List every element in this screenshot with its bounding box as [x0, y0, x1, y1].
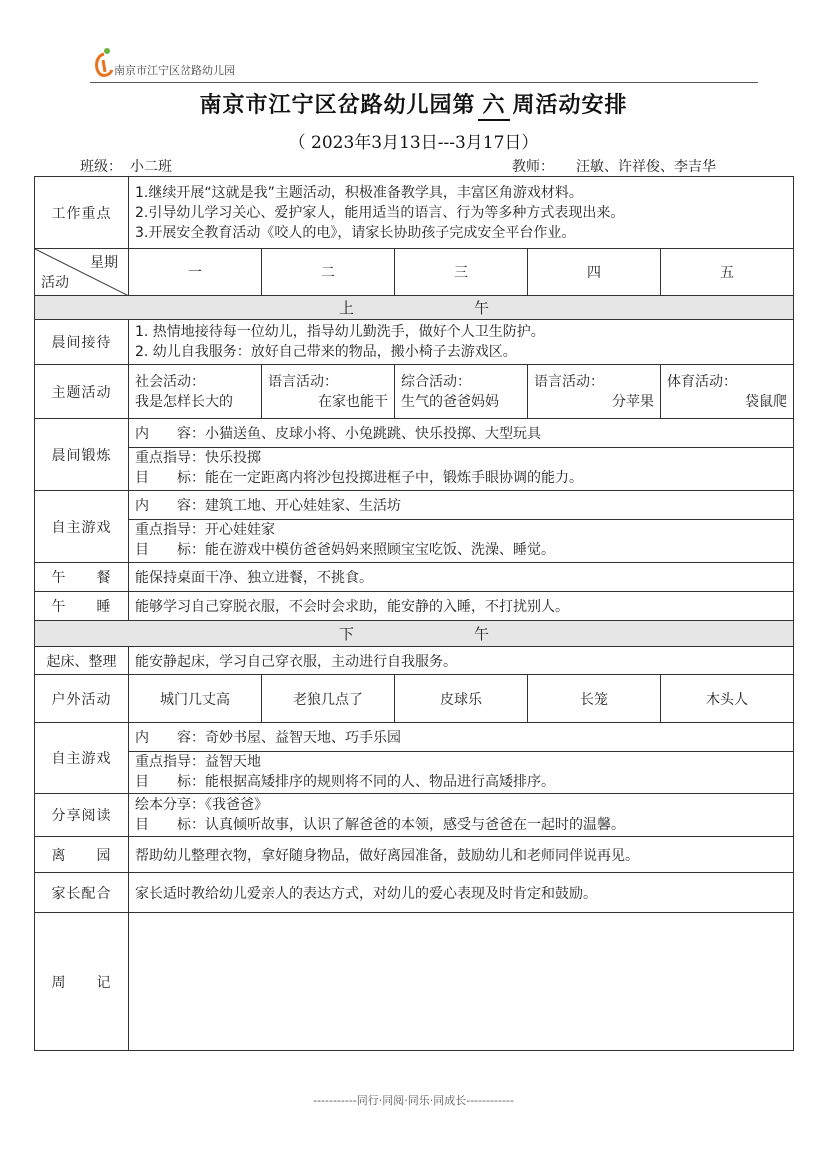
free-play-am-content	[129, 491, 794, 563]
exercise-guidance	[129, 447, 793, 488]
free-play-am-goal: 目 标：能在游戏中模仿爸爸妈妈来照顾宝宝吃饭、洗澡、睡觉。	[135, 542, 555, 558]
reading-book: 绘本分享：《我爸爸》	[135, 797, 268, 813]
outdoor-mon: 城门几丈高	[129, 675, 262, 723]
nap-label: 午 睡	[35, 592, 129, 621]
weekly-note-row	[35, 913, 794, 1051]
afternoon-section-row	[35, 621, 794, 647]
theme-type: 社会活动：	[135, 373, 205, 390]
exercise-row	[35, 419, 794, 491]
weekly-note-content	[129, 913, 794, 1051]
morning-section-left: 上	[338, 299, 354, 317]
theme-type: 综合活动：	[401, 373, 471, 390]
parents-label: 家长配合	[35, 873, 129, 913]
theme-name: 分苹果	[612, 393, 654, 410]
free-play-pm-label: 自主游戏	[35, 723, 129, 794]
page-footer: -----------同行·同阅·同乐·同成长------------	[313, 1094, 514, 1107]
focus-content	[129, 177, 794, 249]
exercise-focus: 重点指导：快乐投掷	[135, 450, 261, 466]
corner-activity-label: 活动	[41, 275, 69, 291]
free-play-am-label: 自主游戏	[35, 491, 129, 563]
reception-item: 2. 幼儿自我服务：放好自己带来的物品，搬小椅子去游戏区。	[135, 344, 517, 360]
theme-name: 袋鼠爬	[745, 393, 788, 410]
weekday-fri: 五	[661, 249, 794, 296]
focus-item: 3.开展安全教育活动《咬人的电》，请家长协助孩子完成安全平台作业。	[135, 224, 576, 241]
outdoor-label: 户外活动	[35, 675, 129, 723]
leaving-row	[35, 837, 794, 873]
theme-name: 生气的爸爸妈妈	[401, 393, 499, 410]
class-value: 小二班	[130, 156, 210, 177]
theme-row	[35, 365, 794, 419]
weekday-thu: 四	[528, 249, 661, 296]
focus-row	[35, 177, 794, 249]
theme-type: 体育活动：	[667, 373, 737, 390]
reception-item: 1. 热情地接待每一位幼儿，指导幼儿勤洗手，做好个人卫生防护。	[135, 324, 545, 340]
focus-item: 2.引导幼儿学习关心、爱护家人，能用适当的语言、行为等多种方式表现出来。	[135, 204, 625, 221]
free-play-am-row	[35, 491, 794, 563]
reading-label: 分享阅读	[35, 794, 129, 837]
page-header	[90, 42, 758, 86]
kindergarten-logo-icon	[90, 46, 116, 78]
outdoor-thu: 长笼	[528, 675, 661, 723]
free-play-am-focus: 重点指导：开心娃娃家	[135, 522, 275, 538]
weekday-activity-corner	[35, 249, 129, 296]
weekly-schedule-table	[34, 176, 794, 1051]
theme-tue	[262, 365, 395, 419]
morning-section-band	[35, 296, 794, 320]
theme-name: 我是怎样长大的	[135, 393, 233, 410]
weekday-mon: 一	[129, 249, 262, 296]
date-range: （ 2023年3月13日---3月17日）	[288, 133, 539, 153]
weekday-tue: 二	[262, 249, 395, 296]
free-play-am-areas: 内 容：建筑工地、开心娃娃家、生活坊	[135, 498, 401, 514]
exercise-label: 晨间锻炼	[35, 419, 129, 491]
theme-fri	[661, 365, 794, 419]
exercise-content	[129, 419, 794, 491]
header-logo-text: 南京市江宁区岔路幼儿园	[114, 64, 235, 77]
lunch-row	[35, 563, 794, 592]
lunch-text: 能保持桌面干净、独立进餐，不挑食。	[129, 563, 794, 592]
outdoor-tue: 老狼几点了	[262, 675, 395, 723]
theme-label: 主题活动	[35, 365, 129, 419]
parents-text: 家长适时教给幼儿爱亲人的表达方式，对幼儿的爱心表现及时肯定和鼓励。	[129, 873, 794, 913]
nap-row	[35, 592, 794, 621]
free-play-am-guidance	[129, 519, 793, 560]
free-play-pm-areas: 内 容：奇妙书屋、益智天地、巧手乐园	[135, 729, 401, 746]
reception-row	[35, 320, 794, 365]
afternoon-section-right: 午	[474, 625, 490, 643]
afternoon-section-left: 下	[338, 625, 354, 643]
title-prefix: 南京市江宁区岔路幼儿园第	[199, 93, 476, 118]
reading-goal: 目 标：认真倾听故事，认识了解爸爸的本领，感受与爸爸在一起时的温馨。	[135, 817, 625, 833]
free-play-pm-goal: 目 标：能根据高矮排序的规则将不同的人、物品进行高矮排序。	[135, 773, 555, 790]
teacher-label: 教师：	[512, 159, 554, 175]
wakeup-label: 起床、整理	[35, 647, 129, 675]
exercise-goal: 目 标：能在一定距离内将沙包投掷进框子中，锻炼手眼协调的能力。	[135, 470, 583, 486]
outdoor-row	[35, 675, 794, 723]
theme-wed	[395, 365, 528, 419]
reception-content	[129, 320, 794, 365]
class-label: 班级：	[80, 159, 122, 175]
lunch-label: 午 餐	[35, 563, 129, 592]
theme-type: 语言活动：	[268, 373, 338, 390]
outdoor-fri: 木头人	[661, 675, 794, 723]
theme-name: 在家也能干	[318, 393, 388, 410]
morning-section-row	[35, 296, 794, 320]
weekday-wed: 三	[395, 249, 528, 296]
leaving-label: 离 园	[35, 837, 129, 873]
focus-label: 工作重点	[35, 177, 129, 249]
afternoon-section-band	[35, 621, 794, 647]
theme-type: 语言活动：	[534, 373, 604, 390]
reading-row	[35, 794, 794, 837]
teacher-info	[512, 156, 722, 177]
focus-item: 1.继续开展“这就是我”主题活动，积极准备教学具，丰富区角游戏材料。	[135, 184, 583, 201]
morning-section-right: 午	[474, 299, 490, 317]
theme-thu	[528, 365, 661, 419]
parents-row	[35, 873, 794, 913]
leaving-text: 帮助幼儿整理衣物，拿好随身物品，做好离园准备，鼓励幼儿和老师同伴说再见。	[129, 837, 794, 873]
reading-content	[129, 794, 794, 837]
nap-text: 能够学习自己穿脱衣服，不会时会求助，能安静的入睡，不打扰别人。	[129, 592, 794, 621]
exercise-activities: 内 容：小猫送鱼、皮球小将、小兔跳跳、快乐投掷、大型玩具	[135, 426, 541, 442]
weekly-note-label: 周 记	[35, 913, 129, 1051]
week-number: 六	[478, 88, 509, 121]
reception-label: 晨间接待	[35, 320, 129, 365]
title-suffix: 周活动安排	[512, 93, 628, 118]
theme-mon	[129, 365, 262, 419]
wakeup-row	[35, 647, 794, 675]
page-title	[0, 88, 827, 121]
class-info	[80, 156, 210, 177]
free-play-pm-guidance	[129, 751, 793, 792]
outdoor-wed: 皮球乐	[395, 675, 528, 723]
free-play-pm-focus: 重点指导：益智天地	[135, 753, 261, 770]
free-play-pm-row	[35, 723, 794, 794]
teacher-value: 汪敏、许祥俊、李吉华	[554, 156, 722, 177]
wakeup-text: 能安静起床，学习自己穿衣服，主动进行自我服务。	[129, 647, 794, 675]
free-play-pm-content	[129, 723, 794, 794]
header-divider	[90, 82, 758, 83]
corner-week-label: 星期	[90, 255, 118, 271]
weekday-header-row	[35, 249, 794, 296]
